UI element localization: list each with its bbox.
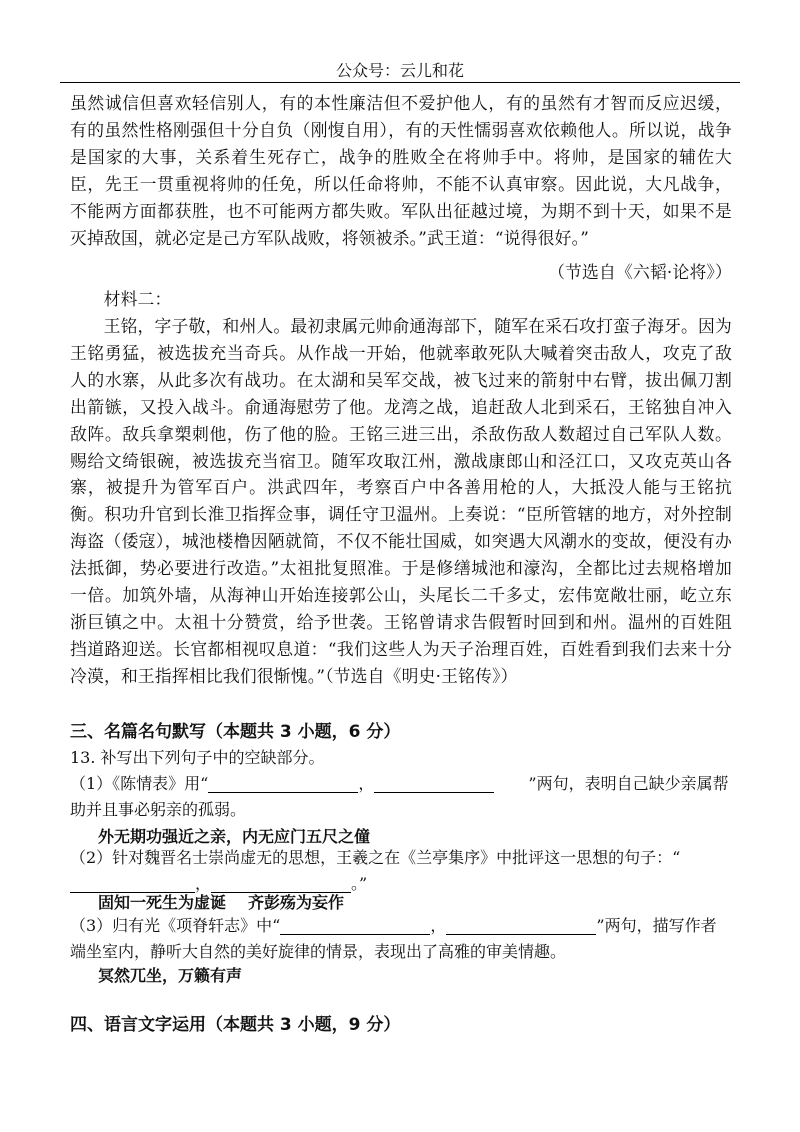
q3-blank-1[interactable]	[280, 916, 430, 935]
q1-blank-2[interactable]	[374, 774, 494, 793]
page-header: 公众号：云儿和花	[60, 60, 740, 83]
q3-prefix: （3）归有光《项脊轩志》中“	[70, 916, 281, 935]
q2-answer-2: 齐彭殇为妄作	[248, 893, 345, 912]
material-two-label: 材料二：	[103, 289, 172, 309]
q3-answer: 冥然兀坐，万籁有声	[98, 966, 243, 985]
q13-part1	[70, 771, 732, 823]
q2-answer-1: 固知一死生为虚诞	[98, 893, 227, 912]
q13-part3	[70, 913, 732, 965]
q13-stem: 13. 补写出下列句子中的空缺部分。	[70, 748, 325, 767]
q2-text: （2）针对魏晋名士崇尚虚无的思想，王羲之在《兰亭集序》中批评这一思想的句子：“	[70, 848, 681, 867]
section-three-heading: 三、名篇名句默写（本题共 3 小题，6 分）	[70, 722, 401, 742]
q1-blank-1[interactable]	[208, 774, 358, 793]
section-four-heading: 四、语言文字运用（本题共 3 小题，9 分）	[70, 1015, 401, 1035]
material-two-paragraph: 王铭，字子敬，和州人。最初隶属元帅俞通海部下，随军在采石攻打蛮子海牙。因为王铭勇猛，被选拔充当奇兵。从作战一开始，他就率敢死队大喊着突击敌人，攻克了敌人的水寨，从此多次有战功。在太湖和吴军交战，被飞过来的箭射中右臂，拔出佩刀割出箭镞，又投入战斗。俞通海慰劳了他。龙湾之战，追赶敌人北到采石，王铭独自冲入敌阵。敌兵拿槊刺他，伤了他的脸。王铭三进三出，杀敌伤敌人数超过自己军队人数。赐给文绮银碗，被选拔充当宿卫。随军攻取江州，激战康郎山和泾江口，又攻克英山各寨，被提升为管军百户。洪武四年，考察百户中各善用枪的人，大抵没人能与王铭抗衡。积功升官到长淮卫指挥佥事，调任守卫温州。上奏说：“臣所管辖的地方，对外控制海盗（倭寇），城池楼橹因陋就简，不仅不能壮国威，如突遇大风潮水的变故，便没有办法抵御，势必要进行改造。”太祖批复照准。于是修缮城池和濠沟，全都比过去规格增加一倍。加筑外墙，从海神山开始连接郭公山，头尾长二千多丈，宏伟宽敞壮丽，屹立东浙巨镇之中。太祖十分赞赏，给予世袭。王铭曾请求告假暂时回到和州。温州的百姓阻挡道路迎送。长官都相视叹息道：“我们这些人为天子治理百姓，百姓看到我们去来十分冷漠，和王指挥相比我们很惭愧。”（节选自《明史·王铭传》）	[70, 316, 732, 686]
q2-separator: ，	[195, 874, 212, 893]
q1-answer: 外无期功强近之亲，内无应门五尺之僮	[98, 827, 371, 846]
q1-suffix: ”两句，表明自己缺少亲属帮助并且事必躬亲的孤弱。	[70, 774, 729, 819]
q2-suffix: 。”	[351, 874, 368, 893]
material-one-source: （节选自《六韬·论将》）	[548, 262, 732, 282]
material-one-paragraph: 虽然诚信但喜欢轻信别人，有的本性廉洁但不爱护他人，有的虽然有才智而反应迟缓，有的虽然性格刚强但十分自负（刚愎自用），有的天性懦弱喜欢依赖他人。所以说，战争是国家的大事，关系着生死存亡，战争的胜败全在将帅手中。将帅，是国家的辅佐大臣，先王一贯重视将帅的任免，所以任命将帅，不能不认真审察。因此说，大凡战争，不能两方面都获胜，也不可能两方都失败。军队出征越过境，为期不到十天，如果不是灭掉敌国，就必定是己方军队战败，将领被杀。”武王道：“说得很好。”	[70, 93, 732, 248]
q1-separator: ，	[358, 774, 375, 793]
q3-separator: ，	[430, 916, 447, 935]
q3-suffix: ”两句，描写作者端坐室内，静听大自然的美好旋律的情景，表现出了高雅的审美情趣。	[70, 916, 717, 961]
q3-blank-2[interactable]	[446, 916, 596, 935]
q1-prefix: （1）《陈情表》用“	[70, 774, 209, 793]
